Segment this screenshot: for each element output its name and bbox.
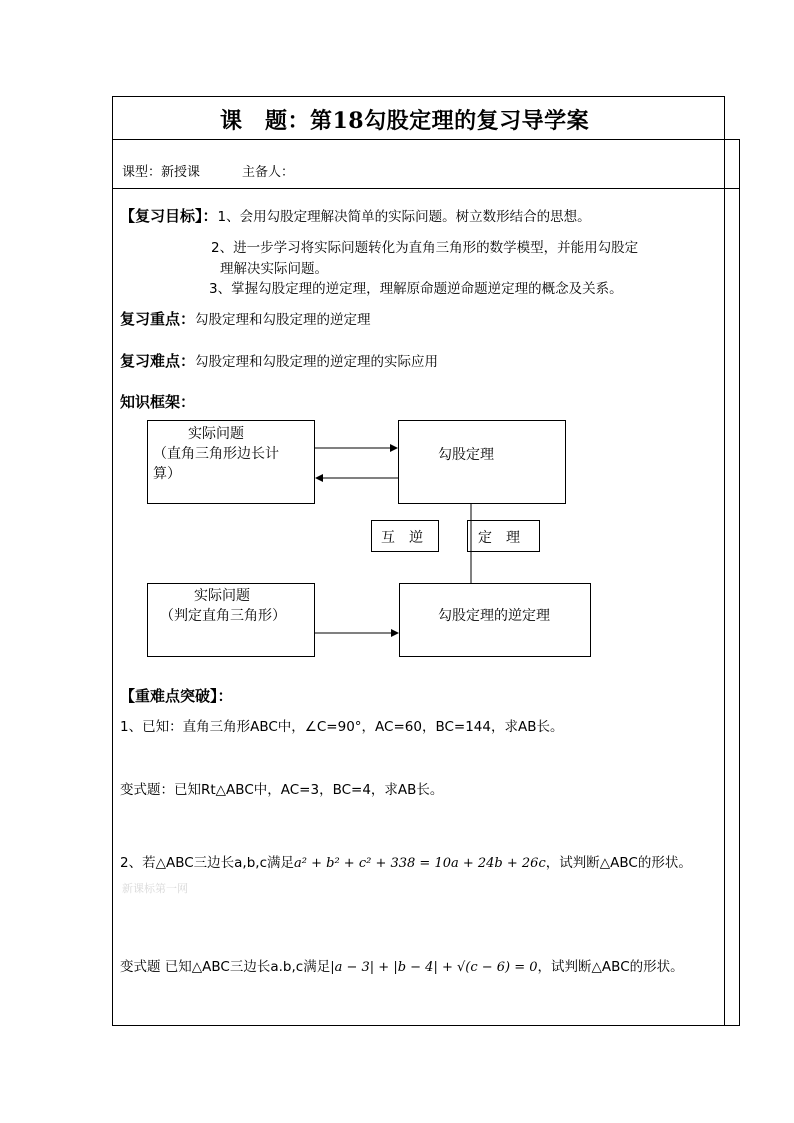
watermark: 新课标第一网 [122,882,188,895]
objective-3: 3、掌握勾股定理的逆定理，理解原命题逆命题逆定理的概念及关系。 [209,281,623,297]
preparer: 主备人： [242,165,295,180]
box6-text: 勾股定理的逆定理 [438,608,550,624]
box1-line2: （直角三角形边长计 [153,446,279,462]
variant-2-pre: 变式题 已知△ABC三边长a.b,c满足 [120,959,331,975]
breakthrough-label: 【重难点突破】： [120,687,233,705]
box1-line1: 实际问题 [188,426,244,442]
variant-2 [120,955,684,975]
question-2-post: ，试判断△ABC的形状。 [545,855,692,871]
key-point-text: 勾股定理和勾股定理的逆定理 [195,312,371,328]
lesson-type: 课型：新授课 [122,165,201,180]
page-title: 课 题：第18勾股定理的复习导学案 [220,108,590,134]
framework-label: 知识框架： [120,393,196,411]
objective-2b: 理解决实际问题。 [220,261,328,277]
objective-2a: 2、进一步学习将实际问题转化为直角三角形的数学模型，并能用勾股定 [211,240,639,256]
objective-1: 1、会用勾股定理解决简单的实际问题。树立数形结合的思想。 [217,209,591,225]
box1-line3: 算） [153,466,181,482]
objectives-label: 【复习目标】： [120,207,218,225]
variant-2-post: ，试判断△ABC的形状。 [537,959,684,975]
variant-1: 变式题：已知Rt△ABC中，AC=3，BC=4，求AB长。 [120,782,444,798]
box5-line2: （判定直角三角形） [160,608,286,624]
box5-line1: 实际问题 [194,588,250,604]
box2-text: 勾股定理 [438,447,494,463]
variant-2-equation: |a − 3| + |b − 4| + √(c − 6) = 0 [330,960,538,975]
question-2-equation: a² + b² + c² + 338 = 10a + 24b + 26c [294,856,546,871]
question-1: 1、已知：直角三角形ABC中，∠C=90°，AC=60，BC=144，求AB长。 [120,719,564,735]
difficulty-text: 勾股定理和勾股定理的逆定理的实际应用 [195,354,439,370]
key-point-label: 复习重点： [120,310,196,328]
box3-text: 互 逆 [381,530,423,546]
box4-text: 定 理 [478,530,520,546]
difficulty-label: 复习难点： [120,352,196,370]
question-2 [120,851,692,871]
question-2-pre: 2、若△ABC三边长a,b,c满足 [120,855,295,871]
